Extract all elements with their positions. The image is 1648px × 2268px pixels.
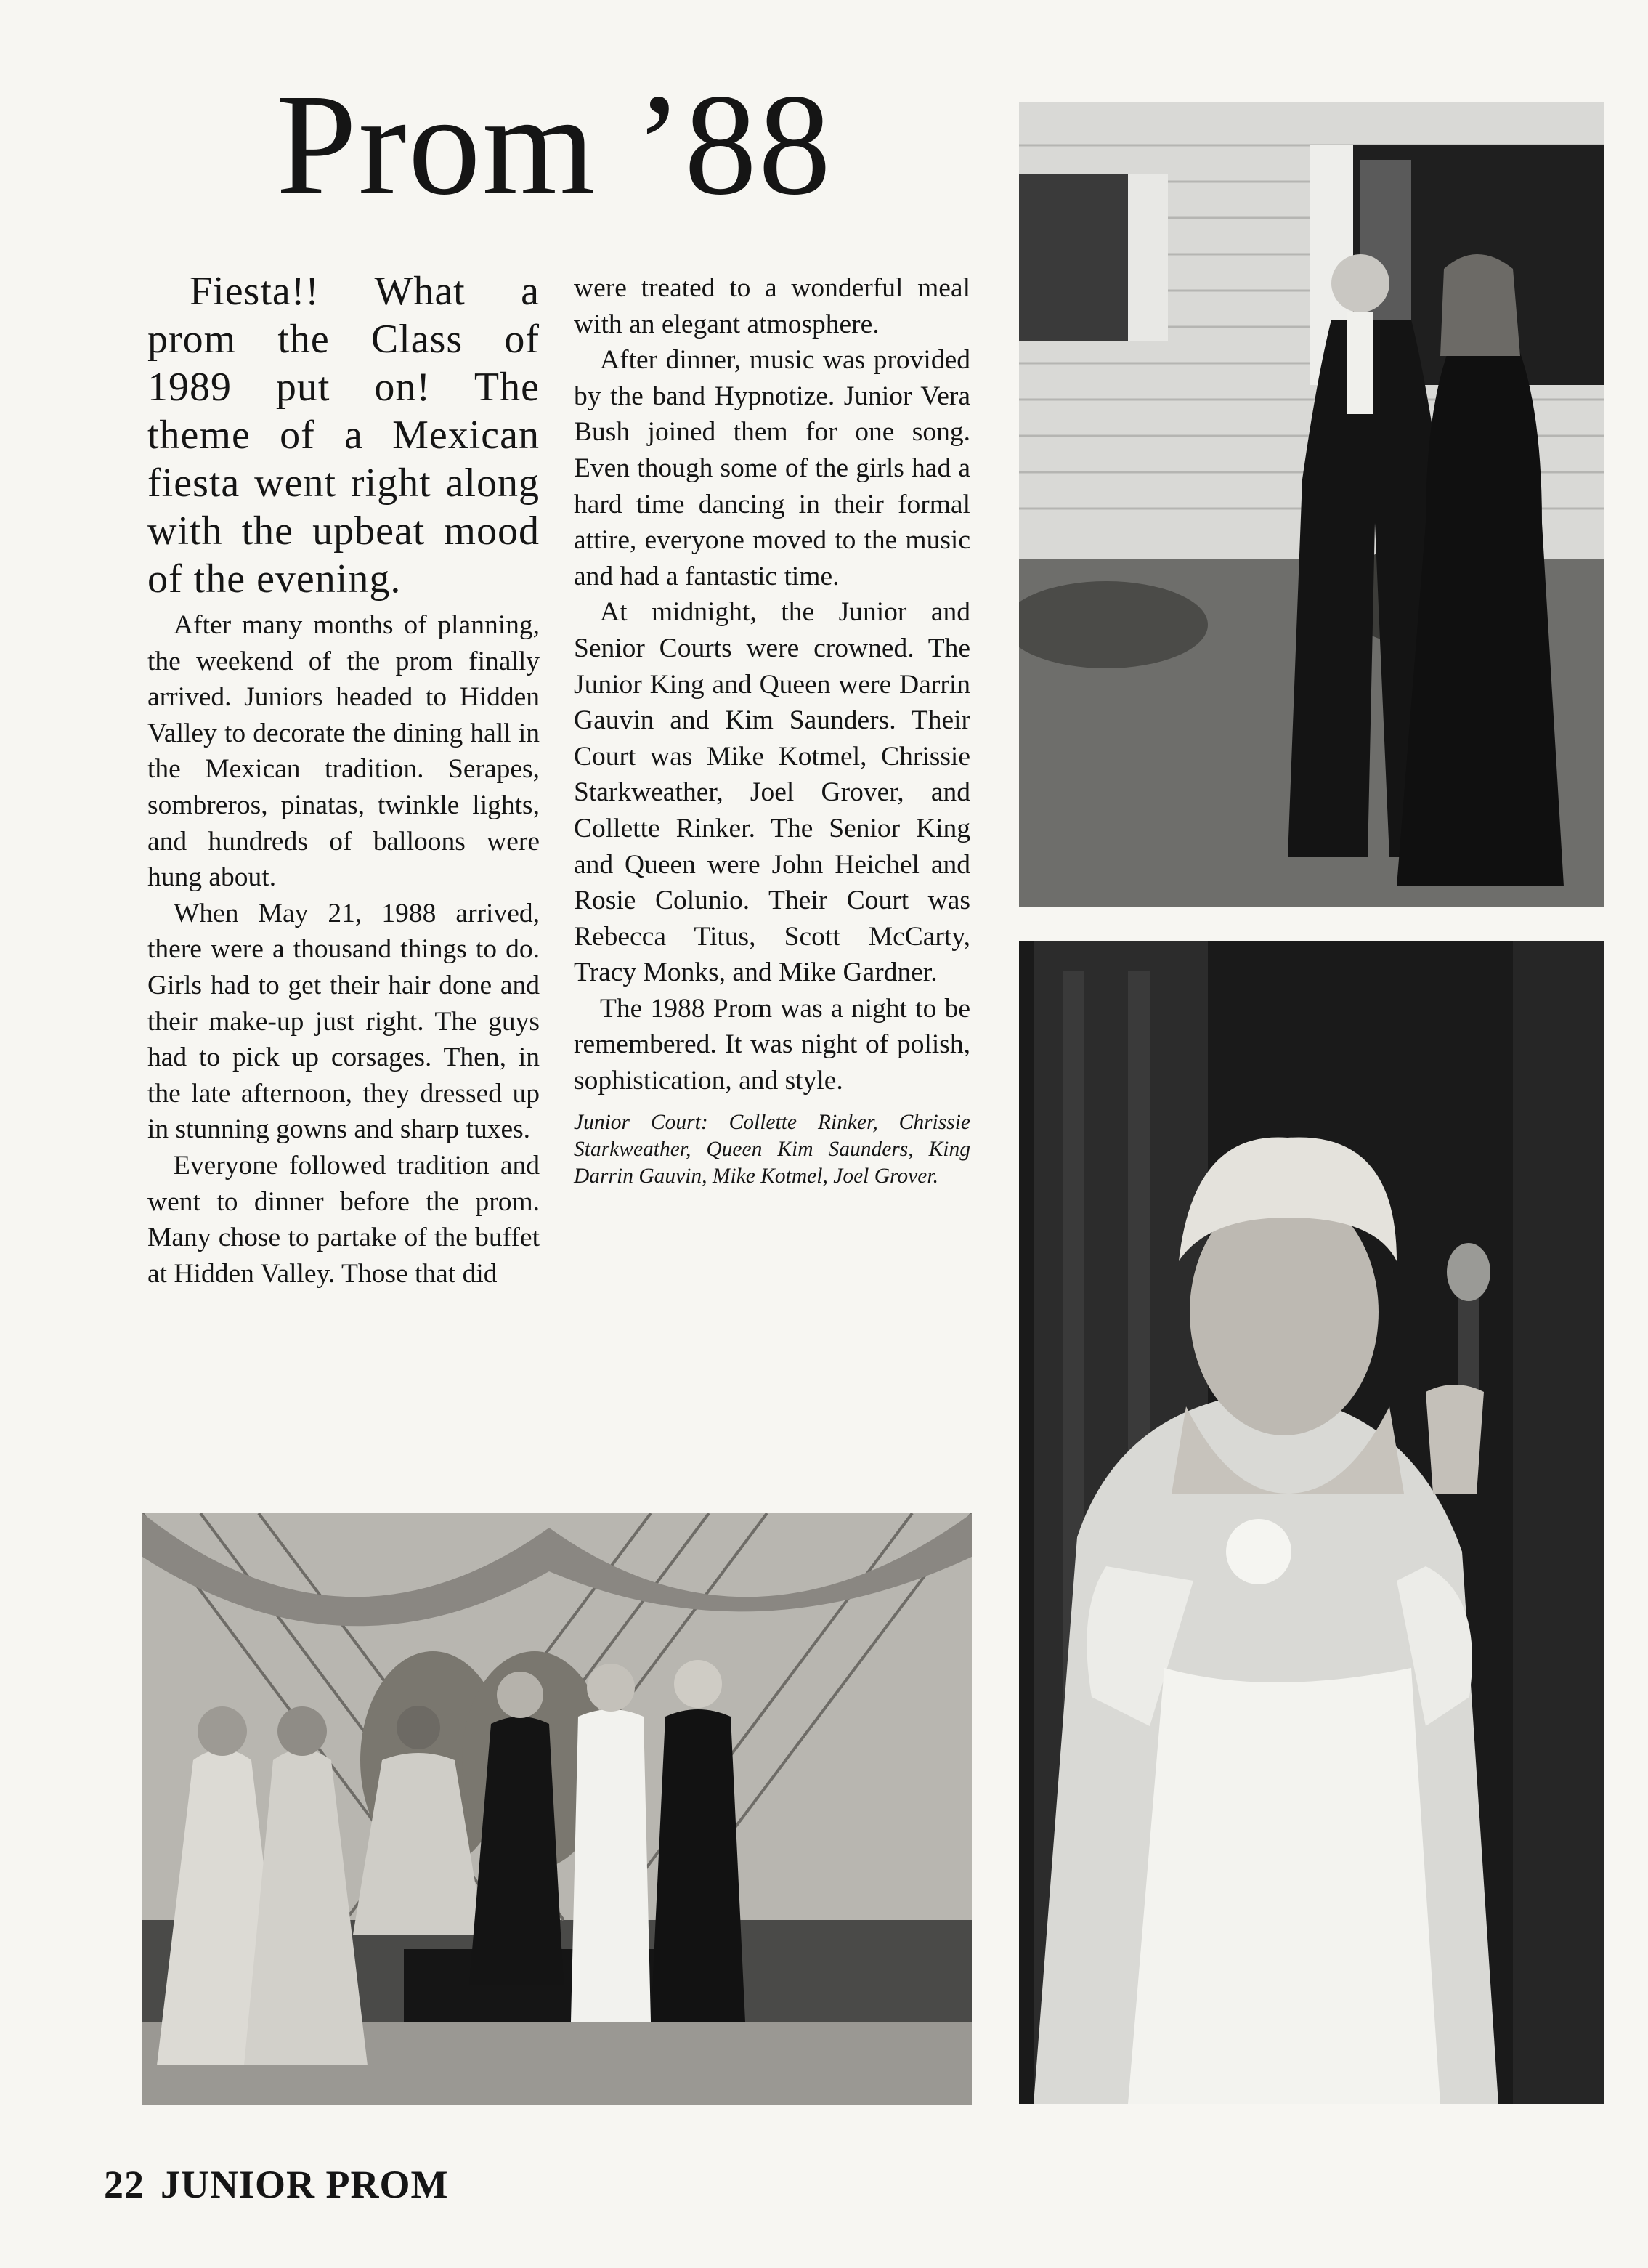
article-paragraph-5: At midnight, the Junior and Senior Courts were crowned. The Junior King and Queen were Darrin Gauvin and Kim Saunders. Their Court was Mike Kotmel, Chrissie Starkweather, Joel Grover, and Collette Rinker. The Senior King and Queen were John Heichel and Rosie Colunio. Their Court was Rebecca Titus, Scott McCarty, Tracy Monks, and Mike Gardner. xyxy=(574,597,970,988)
article-column-2 xyxy=(574,270,970,1190)
article-paragraph-3b: were treated to a wonderful meal with an elegant atmosphere. xyxy=(574,273,970,339)
photo-caption: Junior Court: Collette Rinker, Chrissie Starkweather, Queen Kim Saunders, King Darrin Gauvin, Mike Kotmel, Joel Grover. xyxy=(574,1110,970,1188)
page-title: Prom ’88 xyxy=(276,65,832,225)
article-paragraph-6: The 1988 Prom was a night to be remembered. It was night of polish, sophistication, and style. xyxy=(574,993,970,1096)
page-number: 22 xyxy=(104,2163,145,2206)
photo-singer xyxy=(1019,941,1604,2104)
photo-junior-court xyxy=(142,1513,972,2105)
article-lead: Fiesta!! What a prom the Class of 1989 put on! The theme of a Mexican fiesta went right along with the upbeat mood of the evening. xyxy=(147,269,540,602)
photo-couple xyxy=(1019,102,1604,907)
article-paragraph-2: When May 21, 1988 arrived, there were a thousand things to do. Girls had to get their hair done and their make-up just right. The guys had to pick up corsages. Then, in the late afternoon, they dressed up in stunning gowns and sharp tuxes. xyxy=(147,898,540,1145)
section-title: JUNIOR PROM xyxy=(161,2163,449,2206)
article-paragraph-1: After many months of planning, the weekend of the prom finally arrived. Juniors headed to Hidden Valley to decorate the dining hall in the Mexican tradition. Serapes, sombreros, pinatas, twinkle lights, and hundreds of balloons were hung about. xyxy=(147,610,540,893)
article-paragraph-3a: Everyone followed tradition and went to dinner before the prom. Many chose to partake of the buffet at Hidden Valley. Those that did xyxy=(147,1150,540,1289)
page-footer xyxy=(104,2162,464,2207)
article-paragraph-4: After dinner, music was provided by the band Hypnotize. Junior Vera Bush joined them for one song. Even though some of the girls had a hard time dancing in their formal attire, everyone moved to the music and had a fantastic time. xyxy=(574,345,970,591)
article-column-1 xyxy=(147,267,540,1292)
